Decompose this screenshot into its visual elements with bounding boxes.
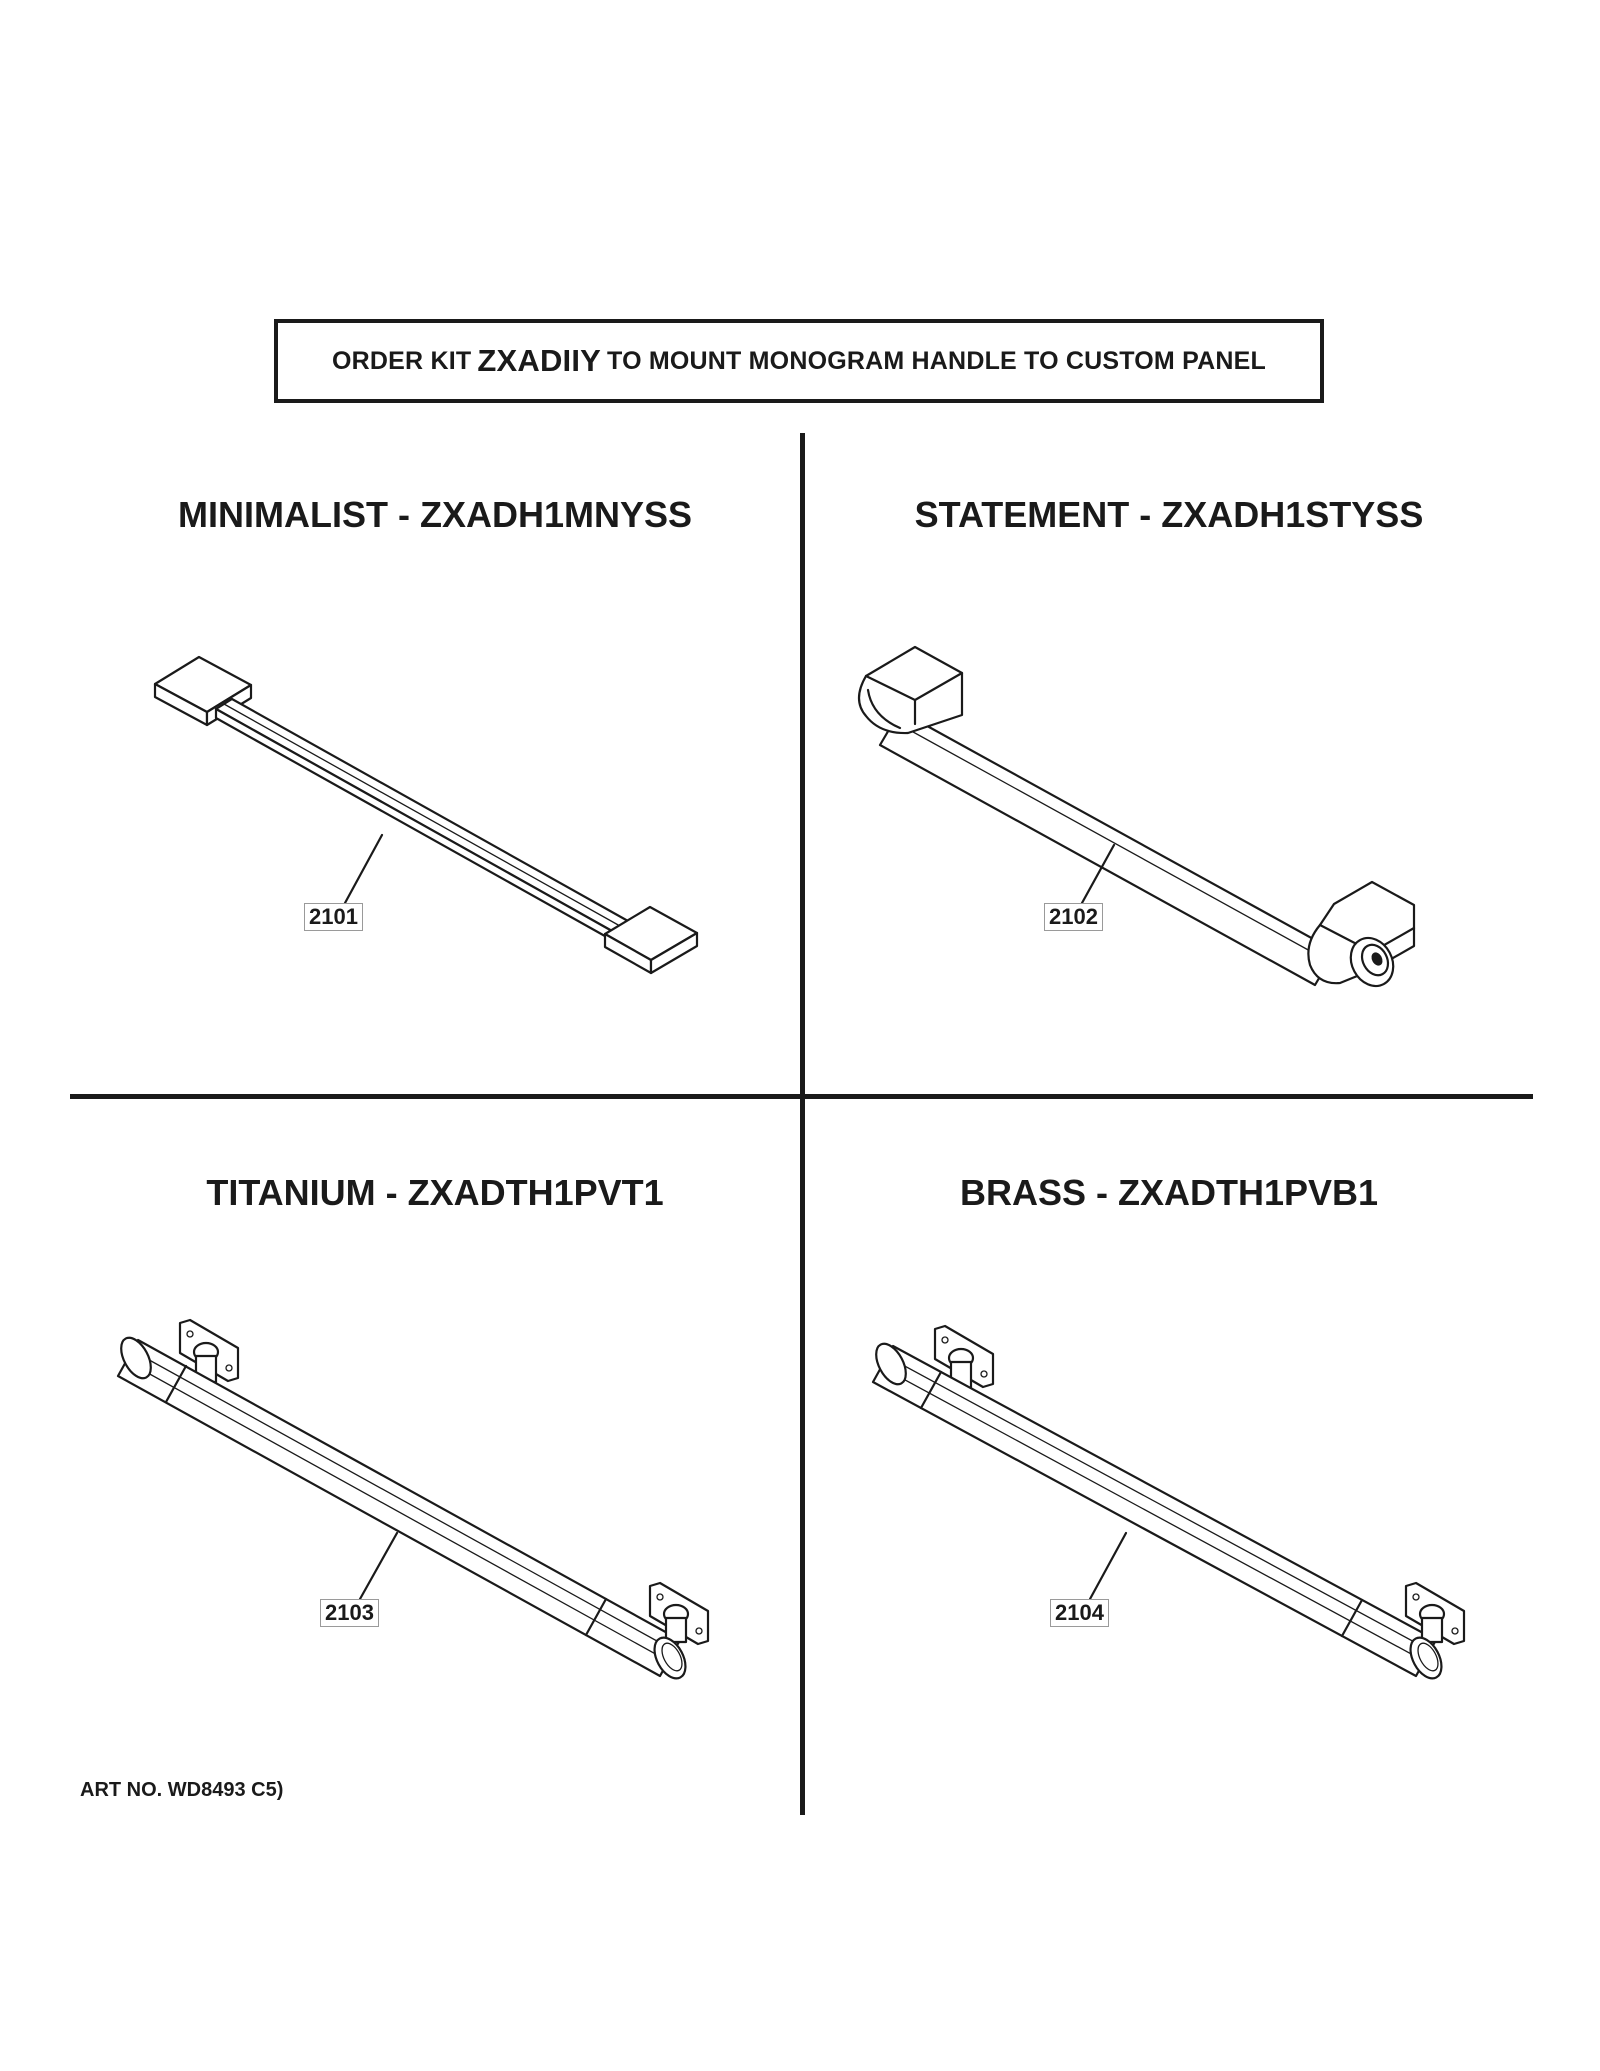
callout-2103[interactable]: 2103: [320, 1599, 379, 1627]
panel-title-titanium: TITANIUM - ZXADTH1PVT1: [206, 1172, 664, 1213]
callout-2104[interactable]: 2104: [1050, 1599, 1109, 1627]
panel-title-brass: BRASS - ZXADTH1PVB1: [959, 1172, 1379, 1213]
brass-handle-drawing: [870, 1326, 1464, 1684]
minimalist-handle-drawing: [155, 657, 697, 973]
notice-suffix: TO MOUNT MONOGRAM HANDLE TO CUSTOM PANEL: [607, 346, 1266, 375]
kit-number: ZXADIIY: [477, 343, 602, 378]
art-number: ART NO. WD8493 C5): [80, 1779, 284, 1801]
callout-2101[interactable]: 2101: [304, 903, 363, 931]
titanium-handle-drawing: [115, 1320, 708, 1684]
statement-handle-drawing: [859, 647, 1414, 993]
panel-title-minimalist: MINIMALIST - ZXADH1MNYSS: [177, 494, 692, 535]
callout-2102[interactable]: 2102: [1044, 903, 1103, 931]
panel-title-statement: STATEMENT - ZXADH1STYSS: [914, 494, 1424, 535]
notice-prefix: ORDER KIT: [332, 346, 472, 375]
